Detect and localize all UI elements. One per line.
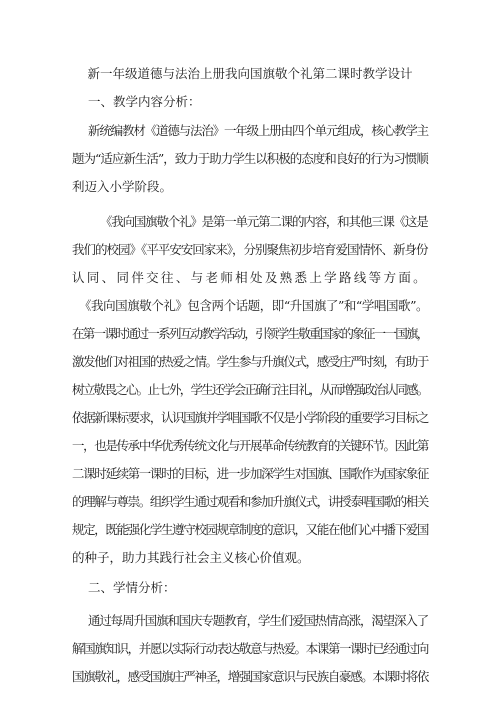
paragraph-line: 解国旗知识，并愿以实际行动表达敬意与热爱。本课第一课时已经通过向 [72, 641, 429, 656]
paragraph-line: 新统编教材《道德与法治》一年级上册由四个单元组成，核心教学主 [88, 123, 428, 138]
paragraph-line: 利迈入小学阶段。 [72, 179, 173, 194]
paragraph-line: 的理解与尊崇。组织学生通过观看和参加升旗仪式，讲授泰唱国歌的相关 [72, 494, 429, 509]
paragraph-line: 树立敬畏之心。止七外，学生还学会正确行注目礼，从而增强政治认同感。 [72, 382, 428, 397]
paragraph-line: 题为“适应新生活”，致力于助力学生以积极的态度和良好的行为习惯顺 [72, 151, 428, 166]
paragraph-line: 在第一课时通过一系列互动教学活动，引领学生敬重国家的象征一一国旗， [72, 326, 428, 341]
paragraph-line: 激发他们对祖国的热爱之情。学生参与升旗仪式，感受庄严时刻，有助于 [72, 354, 429, 369]
paragraph-line: 依据新课标要求，认识国旗并学唱国歌不仅是小学阶段的重要学习目标之 [72, 410, 429, 425]
paragraph-line: 认同、同伴交往、与老师相处及熟悉上学路线等方面。 [72, 270, 428, 285]
paragraph-line: 我们的校园》《平平安安回家来》，分别聚焦初步培育爱国情怀、新身份 [72, 242, 428, 257]
paragraph-line: 二课时延续第一课时的目标，进一步加深学生对国旗、国歌作为国家象征 [72, 466, 429, 481]
paragraph-line: 《我向国旗敬个礼》包含两个话题，即“升国旗了”和“学唱国歌”。 [79, 298, 429, 313]
paragraph-line: 一，也是传承中华优秀传统文化与开展革命传统教育的关键环节。因此第 [72, 438, 429, 453]
paragraph-line: 《我向国旗敬个礼》是第一单元第二课的内容，和其他三课《这是 [100, 214, 428, 229]
section-heading-content-analysis: 一、教学内容分析： [88, 94, 201, 109]
paragraph-line: 国旗敬礼，感受国旗庄严神圣，增强国家意识与民族自豪感。本课时将依 [72, 669, 429, 684]
paragraph-line: 的种子，助力其践行社会主义核心价值观。 [72, 550, 310, 565]
paragraph-line: 通过每周升国旗和国庆专题教育，学生们爱国热情高涨，渴望深入了 [88, 613, 428, 628]
document-title: 新一年级道德与法治上册我向国旗敬个礼第二课时教学设计 [87, 66, 413, 81]
section-heading-learner-analysis: 二、学情分析： [88, 580, 176, 595]
paragraph-line: 规定，既能强化学生遵守校园规章制度的意识，又能在他们心中播下爱国 [72, 522, 429, 537]
